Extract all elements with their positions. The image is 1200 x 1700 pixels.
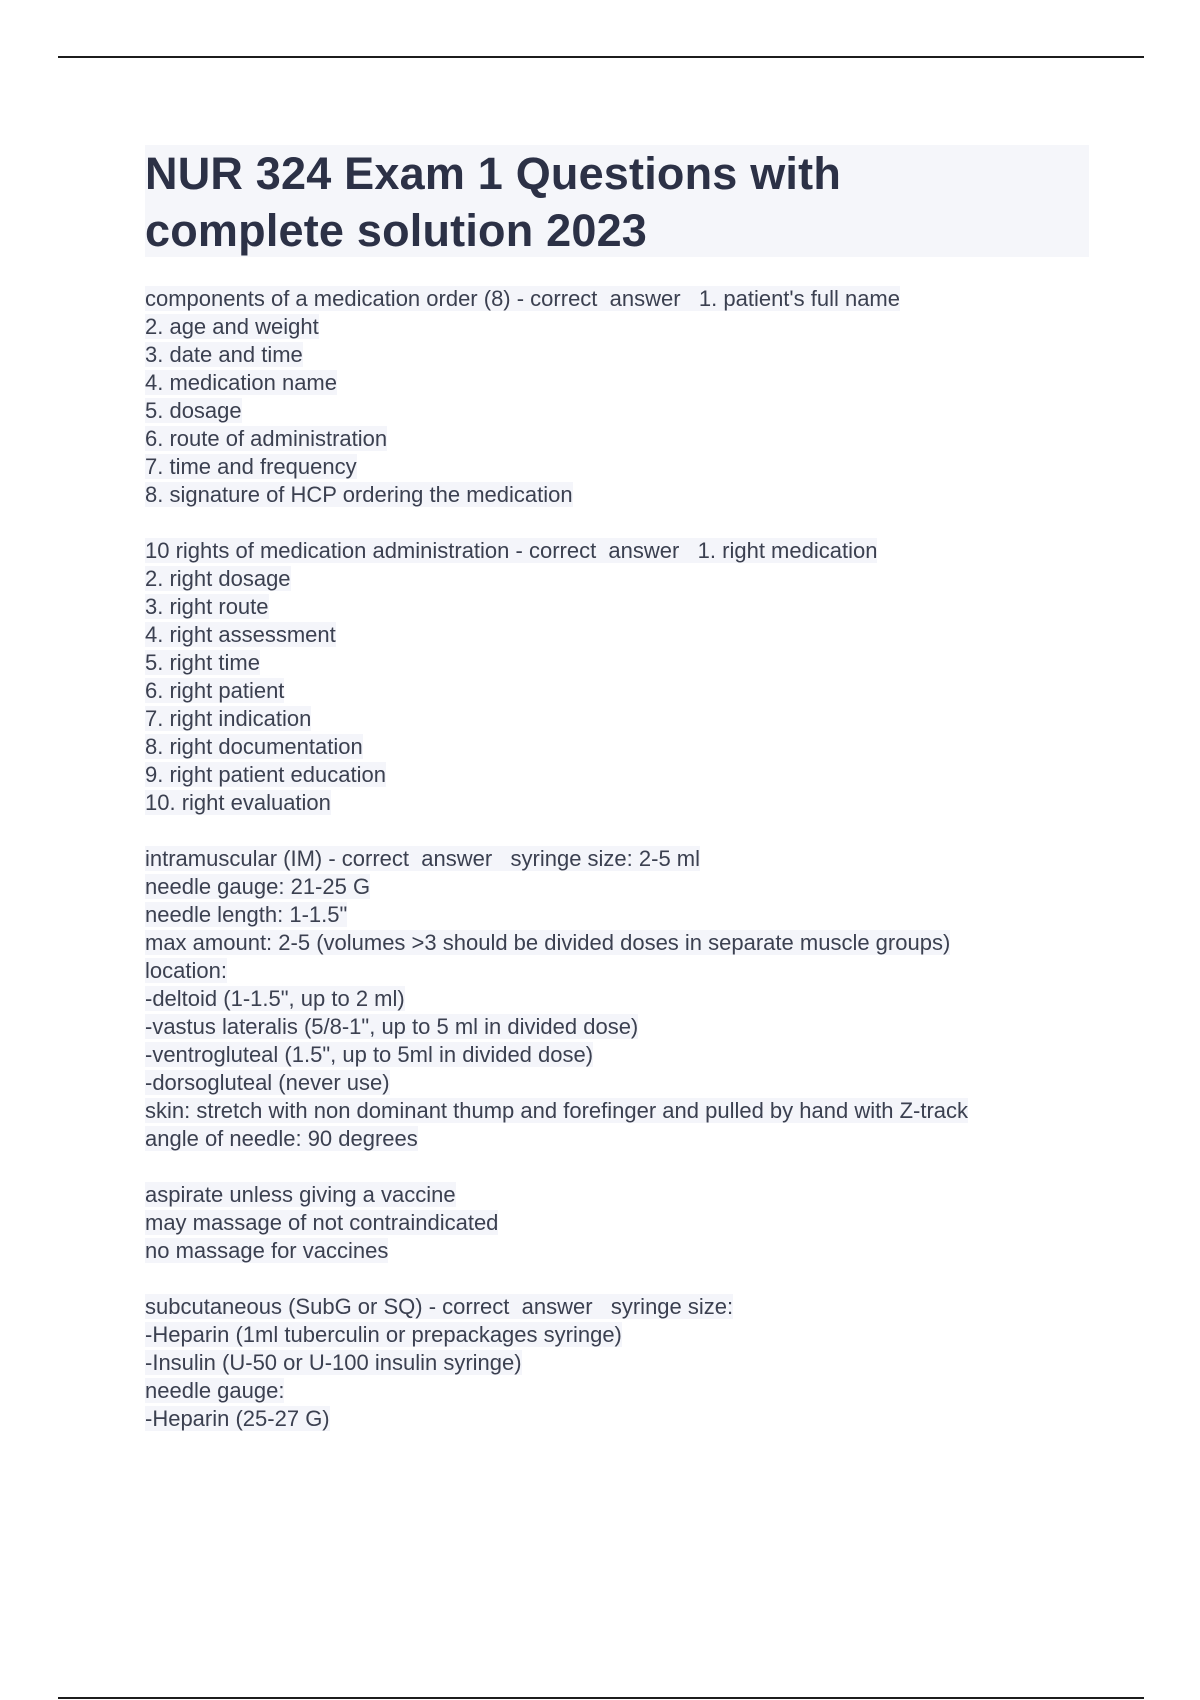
qa-answer-line xyxy=(145,705,1105,733)
qa-answer-line xyxy=(145,1209,1105,1237)
qa-question-line xyxy=(145,1181,1105,1209)
qa-answer-line xyxy=(145,929,1105,957)
qa-item xyxy=(145,845,1105,1153)
qa-answer-line xyxy=(145,1069,1105,1097)
qa-question-line xyxy=(145,285,1105,313)
qa-answer-line xyxy=(145,453,1105,481)
line-text: -deltoid (1-1.5", up to 2 ml) xyxy=(145,986,405,1011)
qa-answer-line xyxy=(145,901,1105,929)
qa-question-line xyxy=(145,845,1105,873)
qa-item xyxy=(145,1181,1105,1265)
line-text: components of a medication order (8) - correct answer 1. patient's full name xyxy=(145,286,900,311)
title-block xyxy=(145,145,1089,257)
line-text: -Heparin (25-27 G) xyxy=(145,1406,330,1431)
line-text: no massage for vaccines xyxy=(145,1238,389,1263)
qa-item xyxy=(145,285,1105,509)
line-text: angle of needle: 90 degrees xyxy=(145,1126,418,1151)
qa-answer-line xyxy=(145,397,1105,425)
page-title xyxy=(145,145,1089,259)
line-text: 7. time and frequency xyxy=(145,454,357,479)
qa-item xyxy=(145,1293,1105,1433)
qa-answer-line xyxy=(145,677,1105,705)
line-text: location: xyxy=(145,958,227,983)
line-text: 6. route of administration xyxy=(145,426,388,451)
qa-answer-line xyxy=(145,1041,1105,1069)
line-text: 3. date and time xyxy=(145,342,303,367)
line-text: needle gauge: xyxy=(145,1378,285,1403)
line-text: 8. signature of HCP ordering the medication xyxy=(145,482,573,507)
line-text: 5. dosage xyxy=(145,398,242,423)
line-text: 8. right documentation xyxy=(145,734,363,759)
qa-answer-line xyxy=(145,649,1105,677)
title-line: complete solution 2023 xyxy=(145,205,648,256)
line-text: 3. right route xyxy=(145,594,269,619)
line-text: -Heparin (1ml tuberculin or prepackages syringe) xyxy=(145,1322,622,1347)
line-text: 4. right assessment xyxy=(145,622,336,647)
qa-answer-line xyxy=(145,1349,1105,1377)
line-text: intramuscular (IM) - correct answer syringe size: 2-5 ml xyxy=(145,846,701,871)
line-text: 6. right patient xyxy=(145,678,285,703)
line-text: aspirate unless giving a vaccine xyxy=(145,1182,456,1207)
qa-answer-line xyxy=(145,565,1105,593)
line-text: 10. right evaluation xyxy=(145,790,331,815)
line-text: max amount: 2-5 (volumes >3 should be divided doses in separate muscle groups) xyxy=(145,930,951,955)
line-text: may massage of not contraindicated xyxy=(145,1210,499,1235)
line-text: 7. right indication xyxy=(145,706,312,731)
line-text: 10 rights of medication administration - correct answer 1. right medication xyxy=(145,538,878,563)
line-text: -ventrogluteal (1.5", up to 5ml in divided dose) xyxy=(145,1042,594,1067)
qa-answer-line xyxy=(145,593,1105,621)
qa-answer-line xyxy=(145,313,1105,341)
qa-answer-line xyxy=(145,761,1105,789)
line-text: skin: stretch with non dominant thump and forefinger and pulled by hand with Z-track xyxy=(145,1098,969,1123)
qa-answer-line xyxy=(145,1405,1105,1433)
qa-answer-line xyxy=(145,341,1105,369)
qa-answer-line xyxy=(145,985,1105,1013)
qa-item xyxy=(145,537,1105,817)
line-text: -Insulin (U-50 or U-100 insulin syringe) xyxy=(145,1350,522,1375)
line-text: 9. right patient education xyxy=(145,762,386,787)
qa-answer-line xyxy=(145,733,1105,761)
bottom-rule xyxy=(58,1697,1144,1699)
line-text: 2. right dosage xyxy=(145,566,291,591)
qa-answer-line xyxy=(145,621,1105,649)
line-text: -dorsogluteal (never use) xyxy=(145,1070,390,1095)
qa-answer-line xyxy=(145,789,1105,817)
line-text: needle length: 1-1.5" xyxy=(145,902,348,927)
qa-answer-line xyxy=(145,1377,1105,1405)
qa-answer-line xyxy=(145,1321,1105,1349)
line-text: -vastus lateralis (5/8-1", up to 5 ml in divided dose) xyxy=(145,1014,639,1039)
qa-question-line xyxy=(145,537,1105,565)
title-line: NUR 324 Exam 1 Questions with xyxy=(145,148,842,199)
line-text: 4. medication name xyxy=(145,370,337,395)
line-text: 5. right time xyxy=(145,650,260,675)
qa-list xyxy=(145,285,1105,1461)
qa-answer-line xyxy=(145,1125,1105,1153)
qa-answer-line xyxy=(145,873,1105,901)
qa-answer-line xyxy=(145,369,1105,397)
qa-answer-line xyxy=(145,1013,1105,1041)
qa-answer-line xyxy=(145,957,1105,985)
qa-answer-line xyxy=(145,481,1105,509)
top-rule xyxy=(58,56,1144,58)
line-text: 2. age and weight xyxy=(145,314,319,339)
line-text: subcutaneous (SubG or SQ) - correct answer syringe size: xyxy=(145,1294,734,1319)
qa-answer-line xyxy=(145,1097,1105,1125)
qa-answer-line xyxy=(145,1237,1105,1265)
qa-question-line xyxy=(145,1293,1105,1321)
line-text: needle gauge: 21-25 G xyxy=(145,874,371,899)
qa-answer-line xyxy=(145,425,1105,453)
